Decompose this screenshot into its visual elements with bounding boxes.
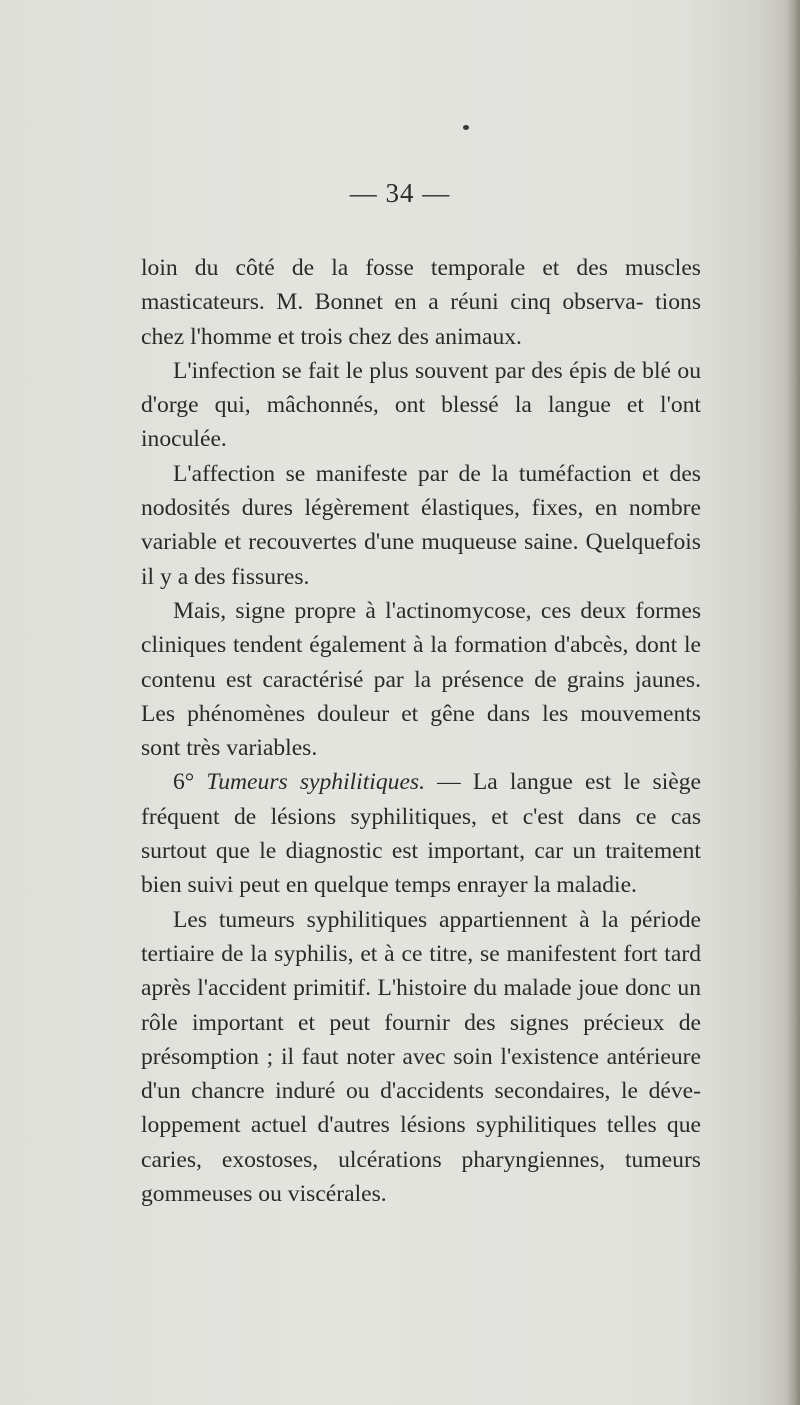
section-heading: Tumeurs syphilitiques. xyxy=(206,769,425,796)
section-number: 6° xyxy=(173,769,207,796)
page-number: — 34 — xyxy=(349,178,451,208)
paragraph-5-text: — La langue est le siège fréquent de lésions syphilitiques, et c'est dans ce cas surtout que le diagnostic est important, car un traitement bien suivi peut en quelque temps enrayer la maladie. xyxy=(141,769,701,899)
paragraph-1: loin du côté de la fosse temporale et des muscles masticateurs. M. Bonnet en a réuni cinq observa- tions chez l'homme et trois chez des animaux. xyxy=(141,255,701,350)
paragraph-3: L'affection se manifeste par de la tuméfaction et des nodosités dures légèrement élastiques, fixes, en nombre variable et recouvertes d'une muqueuse saine. Quelquefois il y a des fissures. xyxy=(141,460,701,590)
ink-spot xyxy=(463,125,469,130)
paragraph-6: Les tumeurs syphilitiques appartiennent à la période tertiaire de la syphilis, et à ce titre, se manifestent fort tard après l'accident primitif. L'histoire du malade joue donc un rôle important et peut fournir des signes précieux de présomption ; il faut noter avec soin l'existence antérieure d'un chancre induré ou d'accidents secondaires, le déve- loppement actuel d'autres lésions syphilitiques telles que caries, exostoses, ulcérations pharyngiennes, tumeurs gommeuses ou viscérales. xyxy=(141,906,701,1208)
paragraph-4: Mais, signe propre à l'actinomycose, ces deux formes cliniques tendent également à la formation d'abcès, dont le contenu est caractérisé par la présence de grains jaunes. Les phénomènes douleur et gêne dans les mouvements sont très variables. xyxy=(141,597,701,762)
paragraph-5 xyxy=(141,765,701,902)
body-text xyxy=(141,251,701,1211)
page-edge-shadow xyxy=(786,0,800,1405)
paragraph-2: L'infection se fait le plus souvent par des épis de blé ou d'orge qui, mâchonnés, ont blessé la langue et l'ont inoculée. xyxy=(141,357,701,453)
